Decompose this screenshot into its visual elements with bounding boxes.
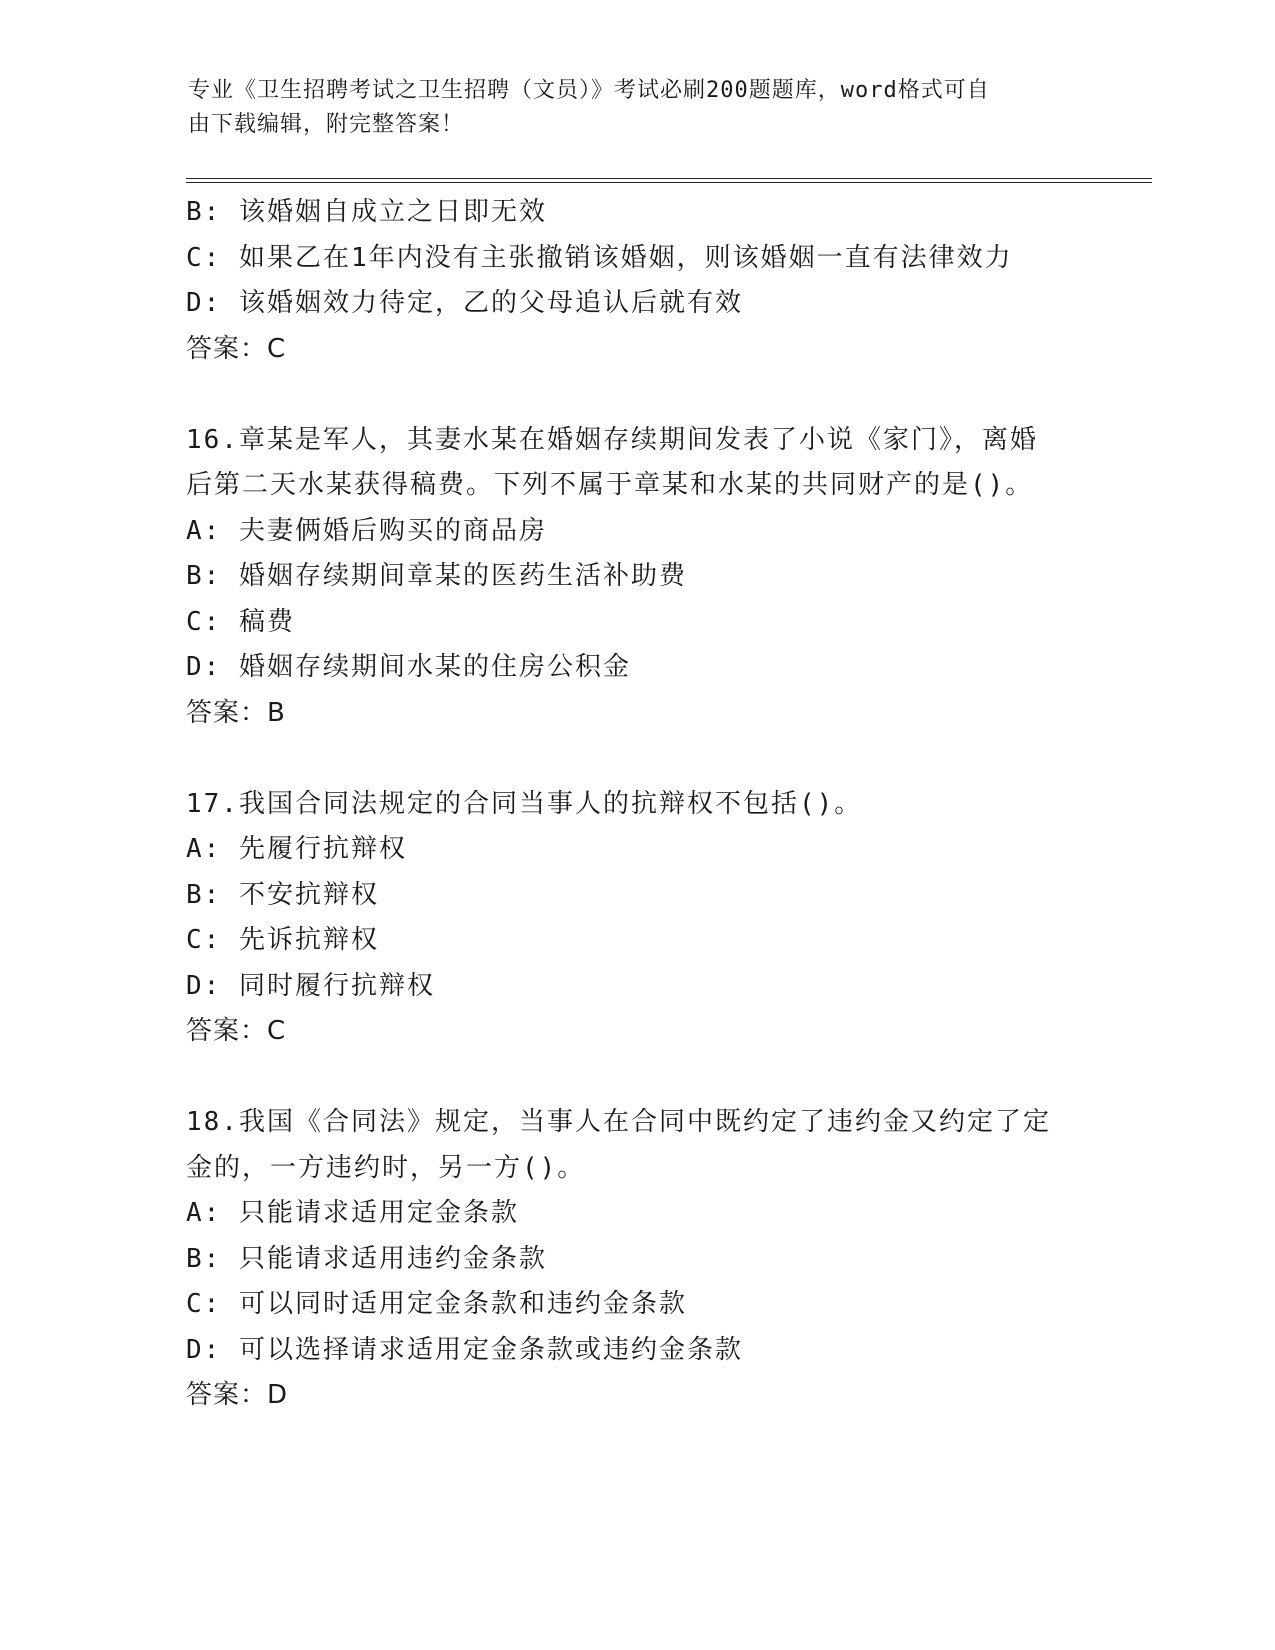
option-b: B: 该婚姻自成立之日即无效 <box>186 197 547 227</box>
option-c: C: 先诉抗辩权 <box>186 925 379 955</box>
option-b: B: 不安抗辩权 <box>186 879 379 910</box>
option-d: D: 同时履行抗辩权 <box>186 970 435 1001</box>
option-c: C: 稿费 <box>186 606 295 637</box>
spacer <box>186 372 1086 418</box>
option-d: D: 婚姻存续期间水某的住房公积金 <box>186 652 631 682</box>
question-list <box>186 190 1086 1419</box>
question-17 <box>186 782 1086 1055</box>
header-divider <box>186 178 1152 183</box>
answer: 答案：B <box>186 697 286 728</box>
option-a: A: 先履行抗辩权 <box>186 834 407 864</box>
option-d: D: 可以选择请求适用定金条款或违约金条款 <box>186 1334 743 1365</box>
spacer <box>186 736 1086 782</box>
answer: 答案：D <box>186 1380 289 1410</box>
question-stem-line: 金的，一方违约时，另一方()。 <box>186 1152 586 1183</box>
header-line-2: 由下载编辑，附完整答案！ <box>188 112 465 137</box>
question-stem-line: 18.我国《合同法》规定，当事人在合同中既约定了违约金又约定了定 <box>186 1107 1051 1137</box>
question-stem-line: 17.我国合同法规定的合同当事人的抗辩权不包括()。 <box>186 788 863 819</box>
option-b: B: 只能请求适用违约金条款 <box>186 1243 547 1274</box>
option-a: A: 只能请求适用定金条款 <box>186 1198 519 1228</box>
option-c: C: 如果乙在1年内没有主张撤销该婚姻，则该婚姻一直有法律效力 <box>186 242 1013 273</box>
question-stem-line: 后第二天水某获得稿费。下列不属于章某和水某的共同财产的是()。 <box>186 470 1034 500</box>
answer: 答案：C <box>186 1016 287 1046</box>
question-18 <box>186 1100 1086 1419</box>
question-stem-line: 16.章某是军人，其妻水某在婚姻存续期间发表了小说《家门》，离婚 <box>186 424 1038 455</box>
question-16 <box>186 418 1086 737</box>
option-c: C: 可以同时适用定金条款和违约金条款 <box>186 1289 687 1319</box>
option-a: A: 夫妻俩婚后购买的商品房 <box>186 515 547 546</box>
question-15 <box>186 190 1086 372</box>
header-line-1: 专业《卫生招聘考试之卫生招聘（文员）》考试必刷200题题库，word格式可自 <box>188 78 990 103</box>
page-header <box>188 74 1068 142</box>
option-b: B: 婚姻存续期间章某的医药生活补助费 <box>186 561 687 591</box>
answer: 答案：C <box>186 333 287 364</box>
option-d: D: 该婚姻效力待定，乙的父母追认后就有效 <box>186 288 743 318</box>
spacer <box>186 1055 1086 1101</box>
